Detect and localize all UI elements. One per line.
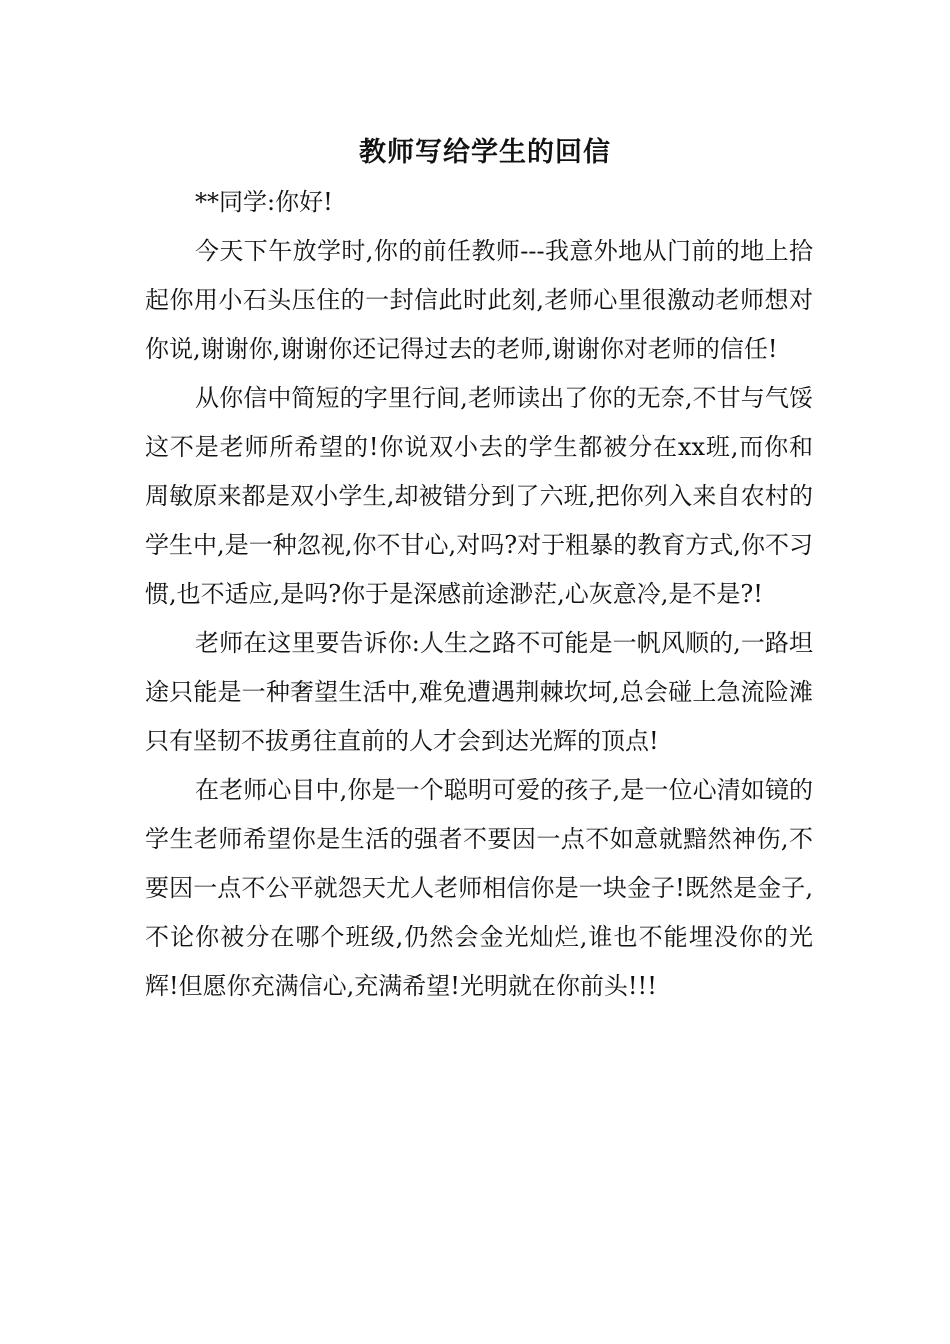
paragraph-2: 从你信中简短的字里行间,老师读出了你的无奈,不甘与气馁这不是老师所希望的!你说双小去的学生都被分在xx班,而你和周敏原来都是双小学生,却被错分到了六班,把你列入来自农村的学生中,是一种忽视,你不甘心,对吗?对于粗暴的教育方式,你不习惯,也不适应,是吗?你于是深感前途渺茫,心灰意冷,是不是?! — [145, 384, 813, 608]
paragraph-3: 老师在这里要告诉你:人生之路不可能是一帆风顺的,一路坦途只能是一种奢望生活中,难免遭遇荆棘坎坷,总会碰上急流险滩只有坚韧不拔勇往直前的人才会到达光辉的顶点! — [145, 629, 813, 755]
letter-title: 教师写给学生的回信 — [359, 137, 611, 168]
paragraph-4: 在老师心目中,你是一个聪明可爱的孩子,是一位心清如镜的学生老师希望你是生活的强者不要因一点不如意就黯然神伤,不要因一点不公平就怨天尤人老师相信你是一块金子!既然是金子,不论你被分在哪个班级,仍然会金光灿烂,谁也不能埋没你的光辉!但愿你充满信心,充满希望!光明就在你前头!!! — [145, 776, 813, 1000]
greeting: **同学:你好! — [195, 188, 333, 216]
letter-body — [145, 178, 813, 1011]
paragraph-1: 今天下午放学时,你的前任教师---我意外地从门前的地上拾起你用小石头压住的一封信此时此刻,老师心里很激动老师想对你说,谢谢你,谢谢你还记得过去的老师,谢谢你对老师的信任! — [145, 237, 813, 363]
